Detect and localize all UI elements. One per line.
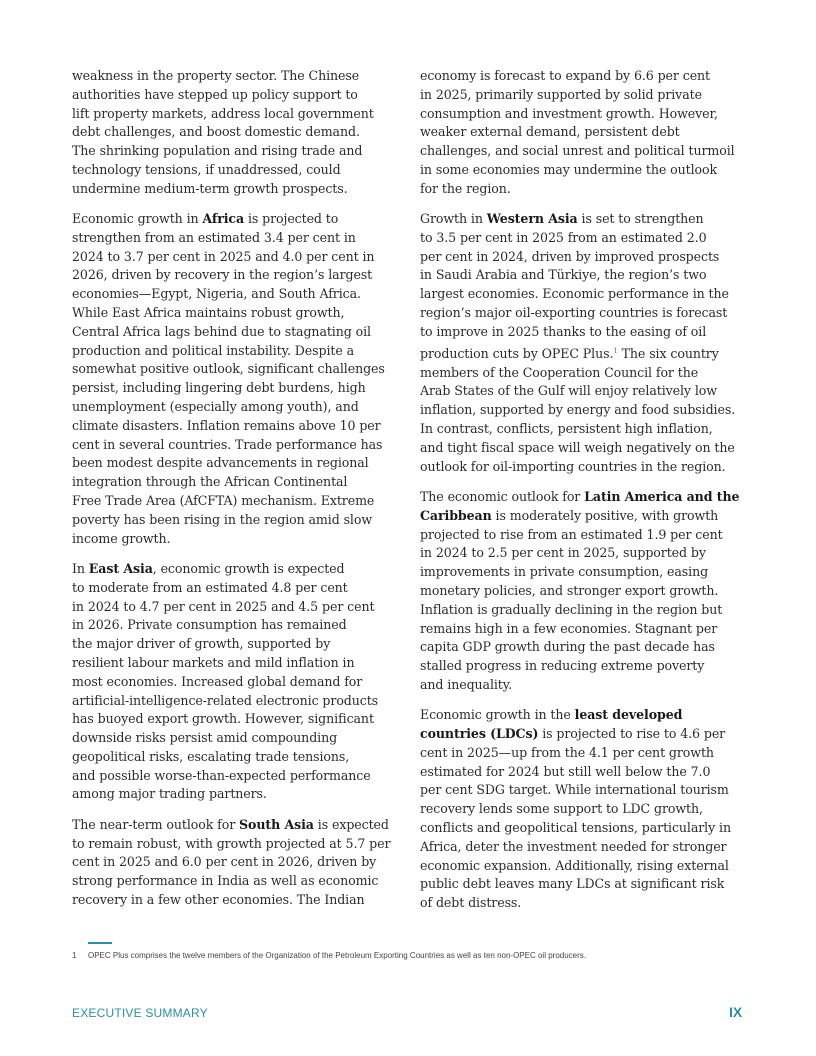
text-line: in 2024 to 4.7 per cent in 2025 and 4.5 per cent (72, 598, 375, 614)
text-line: weaker external demand, persistent debt (420, 124, 680, 140)
text-line (420, 706, 755, 725)
text-line: Africa, deter the investment needed for stronger (420, 838, 727, 854)
text-line: for the region. (420, 180, 511, 196)
right-column (420, 67, 755, 924)
text-line: weakness in the property sector. The Chinese (72, 68, 360, 83)
region-name: Latin America and the (584, 488, 740, 504)
text-line: to remain robust, with growth projected at 5.7 per (72, 835, 391, 851)
text-segment: is expected (313, 816, 389, 832)
paragraph (420, 706, 755, 913)
paragraph (420, 67, 755, 199)
text-segment: Economic growth in the (420, 707, 575, 723)
text-line: 2024 to 3.7 per cent in 2025 and 4.0 per cent in (72, 248, 375, 264)
text-segment: The economic outlook for (420, 488, 585, 504)
text-line (420, 210, 755, 229)
text-line: strong performance in India as well as economic (72, 873, 379, 889)
text-line: estimated for 2024 but still well below the 7.0 (420, 763, 711, 779)
text-line: 2026, driven by recovery in the region’s largest (72, 267, 373, 283)
text-segment: is set to strengthen (577, 211, 704, 227)
text-line: remains high in a few economies. Stagnant per (420, 620, 718, 636)
text-line: cent in several countries. Trade performance has (72, 436, 383, 452)
text-line: economies—Egypt, Nigeria, and South Africa. (72, 286, 361, 302)
text-line: and tight fiscal space will weigh negatively on the (420, 439, 735, 455)
text-line: strengthen from an estimated 3.4 per cent in (72, 229, 356, 245)
text-line: inflation, supported by energy and food subsidies. (420, 402, 736, 418)
text-line: Arab States of the Gulf will enjoy relatively low (420, 383, 717, 399)
text-line: been modest despite advancements in regional (72, 455, 369, 471)
footnote-text: OPEC Plus comprises the twelve members of the Organization of the Petroleum Exporting Countries as well as ten non-OPEC oil producers. (88, 951, 587, 960)
text-segment: In (72, 560, 89, 576)
text-line (72, 210, 407, 229)
text-line: among major trading partners. (72, 786, 267, 802)
region-name: Caribbean (420, 507, 492, 523)
text-line: somewhat positive outlook, significant challenges (72, 361, 385, 377)
text-line: climate disasters. Inflation remains above 10 per (72, 417, 381, 433)
text-line: per cent in 2024, driven by improved prospects (420, 248, 720, 264)
text-line: improvements in private consumption, easing (420, 564, 709, 580)
page-number: IX (729, 1004, 743, 1020)
text-line: The shrinking population and rising trade and (72, 143, 363, 159)
text-line: persist, including lingering debt burdens, high (72, 380, 366, 396)
region-name: Western Asia (486, 211, 578, 227)
text-line: region’s major oil-exporting countries is forecast (420, 305, 728, 321)
region-name: Africa (202, 211, 245, 227)
text-line: monetary policies, and stronger export growth. (420, 582, 719, 598)
text-line: challenges, and social unrest and political turmoil (420, 143, 735, 159)
text-line: in 2025, primarily supported by solid private (420, 86, 702, 102)
text-line: of debt distress. (420, 895, 522, 911)
text-line: Free Trade Area (AfCFTA) mechanism. Extreme (72, 493, 375, 509)
text-line: in 2026. Private consumption has remained (72, 617, 347, 633)
text-line: artificial-intelligence-related electronic products (72, 692, 379, 708)
text-line: and inequality. (420, 676, 513, 692)
text-line: per cent SDG target. While international tourism (420, 782, 729, 798)
text-line: debt challenges, and boost domestic demand. (72, 124, 360, 140)
footer-section-title: EXECUTIVE SUMMARY (72, 1006, 208, 1020)
text-line (420, 342, 755, 364)
text-segment: Economic growth in (72, 211, 203, 227)
text-line: cent in 2025—up from the 4.1 per cent growth (420, 744, 714, 760)
text-line: geopolitical risks, escalating trade tensions, (72, 748, 350, 764)
text-line (72, 560, 407, 579)
text-line: In contrast, conflicts, persistent high inflation, (420, 421, 713, 437)
paragraph (420, 488, 755, 695)
text-line: projected to rise from an estimated 1.9 per cent (420, 526, 723, 542)
text-line (420, 507, 755, 526)
text-line: downside risks persist amid compounding (72, 730, 338, 746)
text-line: recovery lends some support to LDC growth, (420, 801, 703, 817)
footnote-number: 1 (72, 951, 77, 960)
text-segment: Growth in (420, 211, 487, 227)
text-line: Central Africa lags behind due to stagnating oil (72, 323, 371, 339)
text-line: economic expansion. Additionally, rising external (420, 857, 729, 873)
footnote (72, 951, 586, 960)
footnote-divider (88, 942, 112, 944)
paragraph (72, 210, 407, 548)
text-line: cent in 2025 and 6.0 per cent in 2026, driven by (72, 854, 377, 870)
text-line: While East Africa maintains robust growth, (72, 305, 345, 321)
left-column (72, 67, 407, 921)
text-line: capita GDP growth during the past decade has (420, 639, 715, 655)
text-line: consumption and investment growth. However, (420, 105, 718, 121)
text-line (72, 816, 407, 835)
text-segment: is projected to (244, 211, 339, 227)
text-segment: is projected to rise to 4.6 per (538, 725, 726, 741)
region-name: East Asia (88, 560, 153, 576)
text-line: recovery in a few other economies. The Indian (72, 891, 365, 907)
text-segment: The near-term outlook for (72, 816, 240, 832)
text-line: authorities have stepped up policy support to (72, 86, 358, 102)
text-line: lift property markets, address local government (72, 105, 374, 121)
text-segment: , economic growth is expected (152, 560, 345, 576)
paragraph (72, 816, 407, 910)
text-line: public debt leaves many LDCs at significant risk (420, 876, 725, 892)
paragraph (72, 560, 407, 804)
text-line: in some economies may undermine the outlook (420, 161, 718, 177)
text-line: and possible worse-than-expected performance (72, 767, 371, 783)
text-segment: production cuts by OPEC Plus. (420, 345, 614, 361)
text-line: production and political instability. Despite a (72, 342, 354, 358)
text-line: undermine medium-term growth prospects. (72, 180, 348, 196)
text-line: to 3.5 per cent in 2025 from an estimated 2.0 (420, 229, 707, 245)
text-line: largest economies. Economic performance in the (420, 286, 729, 302)
text-line: resilient labour markets and mild inflation in (72, 654, 355, 670)
text-line: technology tensions, if unaddressed, could (72, 161, 341, 177)
text-line: conflicts and geopolitical tensions, particularly in (420, 819, 731, 835)
paragraph (72, 67, 407, 199)
text-line (420, 725, 755, 744)
text-segment: is moderately positive, with growth (491, 507, 719, 523)
paragraph (420, 210, 755, 476)
text-line: in Saudi Arabia and Türkiye, the region’s two (420, 267, 707, 283)
text-line: most economies. Increased global demand for (72, 673, 363, 689)
text-line: integration through the African Continental (72, 474, 348, 490)
text-line: stalled progress in reducing extreme poverty (420, 658, 705, 674)
text-line: economy is forecast to expand by 6.6 per cent (420, 68, 711, 83)
text-line: outlook for oil-importing countries in the region. (420, 458, 726, 474)
text-line: Inflation is gradually declining in the region but (420, 601, 723, 617)
text-line: members of the Cooperation Council for the (420, 364, 699, 380)
region-name: countries (LDCs) (420, 725, 539, 741)
text-line: unemployment (especially among youth), and (72, 399, 359, 415)
text-line: income growth. (72, 530, 171, 546)
region-name: South Asia (239, 816, 314, 832)
text-line: in 2024 to 2.5 per cent in 2025, supported by (420, 545, 706, 561)
text-line (420, 488, 755, 507)
text-line: poverty has been rising in the region amid slow (72, 511, 373, 527)
text-segment: The six country (617, 345, 719, 361)
text-line: the major driver of growth, supported by (72, 636, 331, 652)
footnote-reference: 1 (613, 346, 618, 355)
text-line: has buoyed export growth. However, significant (72, 711, 374, 727)
region-name: least developed (574, 707, 683, 723)
text-line: to improve in 2025 thanks to the easing of oil (420, 323, 707, 339)
text-line: to moderate from an estimated 4.8 per cent (72, 579, 348, 595)
